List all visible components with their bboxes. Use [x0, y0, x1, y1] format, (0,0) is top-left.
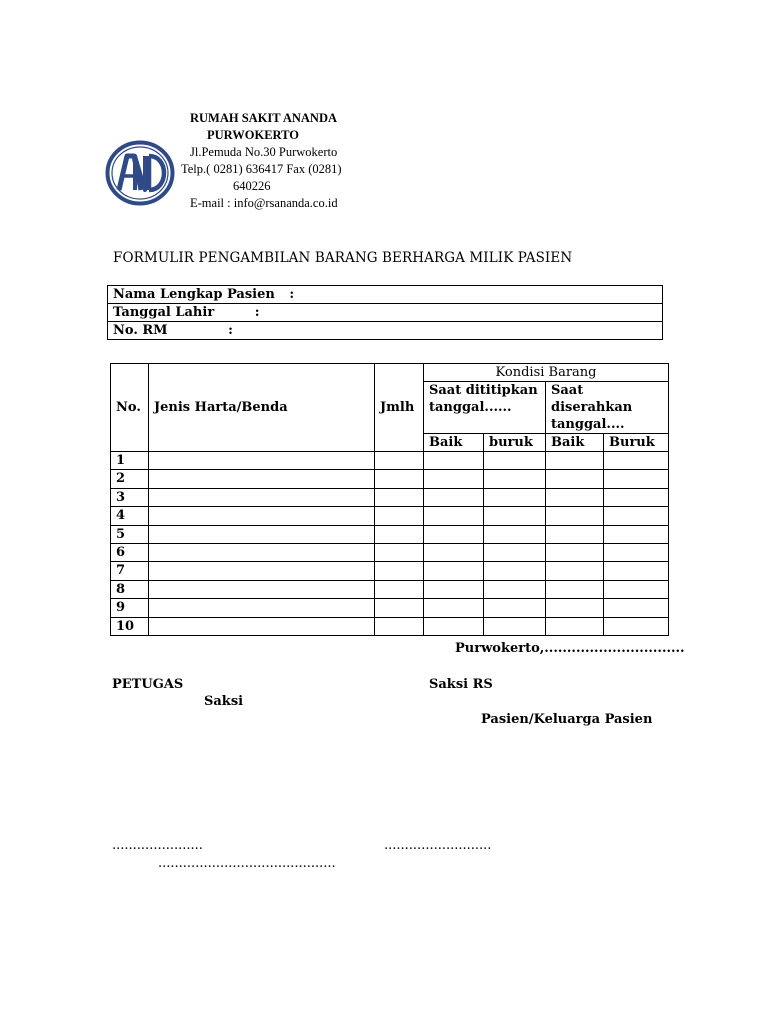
bad-returned-cell[interactable]	[604, 617, 669, 635]
item-cell[interactable]	[149, 562, 375, 580]
good-returned-cell[interactable]	[546, 599, 604, 617]
header-good-returned: Baik	[546, 434, 604, 452]
bad-deposited-cell[interactable]	[484, 507, 546, 525]
header-returned-line2: tanggal....	[551, 417, 625, 432]
item-cell[interactable]	[149, 452, 375, 470]
row-number: 9	[111, 599, 149, 617]
row-number: 8	[111, 580, 149, 598]
qty-cell[interactable]	[375, 580, 424, 598]
officer-label: PETUGAS	[112, 677, 184, 692]
items-table	[110, 363, 669, 636]
header-bad-returned: Buruk	[604, 434, 669, 452]
header-returned	[546, 382, 669, 434]
colon: :	[228, 322, 233, 338]
row-number: 10	[111, 617, 149, 635]
bad-deposited-cell[interactable]	[484, 543, 546, 561]
patient-rm-label: No. RM	[113, 322, 168, 338]
item-cell[interactable]	[149, 488, 375, 506]
hospital-witness-signature-line[interactable]: ..........................	[384, 838, 492, 853]
row-number: 6	[111, 543, 149, 561]
good-returned-cell[interactable]	[546, 617, 604, 635]
bad-deposited-cell[interactable]	[484, 599, 546, 617]
table-header-row	[111, 364, 669, 382]
witness-signature-line[interactable]: ...........................................	[158, 856, 336, 871]
qty-cell[interactable]	[375, 525, 424, 543]
witness-label: Saksi	[204, 694, 244, 709]
hospital-fax: 640226	[233, 179, 271, 193]
good-returned-cell[interactable]	[546, 562, 604, 580]
bad-returned-cell[interactable]	[604, 562, 669, 580]
bad-deposited-cell[interactable]	[484, 562, 546, 580]
bad-deposited-cell[interactable]	[484, 488, 546, 506]
patient-name-label: Nama Lengkap Pasien	[113, 286, 275, 302]
table-row	[111, 452, 669, 470]
header-deposited	[424, 382, 546, 434]
qty-cell[interactable]	[375, 599, 424, 617]
item-rows	[111, 452, 669, 636]
header-no: No.	[111, 364, 149, 452]
header-returned-line1: Saat diserahkan	[551, 383, 633, 415]
header-condition: Kondisi Barang	[424, 364, 669, 382]
bad-returned-cell[interactable]	[604, 470, 669, 488]
hospital-witness-label: Saksi RS	[429, 677, 493, 692]
table-row	[111, 543, 669, 561]
qty-cell[interactable]	[375, 617, 424, 635]
colon: :	[254, 304, 260, 320]
bad-returned-cell[interactable]	[604, 580, 669, 598]
header-deposited-line2: tanggal......	[429, 400, 512, 415]
good-deposited-cell[interactable]	[424, 452, 484, 470]
qty-cell[interactable]	[375, 452, 424, 470]
qty-cell[interactable]	[375, 470, 424, 488]
bad-returned-cell[interactable]	[604, 452, 669, 470]
bad-returned-cell[interactable]	[604, 525, 669, 543]
bad-deposited-cell[interactable]	[484, 617, 546, 635]
header-good-deposited: Baik	[424, 434, 484, 452]
item-cell[interactable]	[149, 470, 375, 488]
hospital-logo	[105, 140, 175, 206]
table-row	[111, 562, 669, 580]
bad-returned-cell[interactable]	[604, 543, 669, 561]
bad-deposited-cell[interactable]	[484, 470, 546, 488]
header-deposited-line1: Saat dititipkan	[429, 383, 538, 398]
bad-deposited-cell[interactable]	[484, 580, 546, 598]
table-row	[111, 580, 669, 598]
good-returned-cell[interactable]	[546, 470, 604, 488]
patient-name-row	[108, 286, 663, 304]
table-row	[111, 599, 669, 617]
table-row	[111, 617, 669, 635]
good-deposited-cell[interactable]	[424, 470, 484, 488]
colon: :	[289, 286, 295, 302]
row-number: 2	[111, 470, 149, 488]
row-number: 3	[111, 488, 149, 506]
hospital-address: Jl.Pemuda No.30 Purwokerto	[190, 145, 338, 159]
bad-returned-cell[interactable]	[604, 507, 669, 525]
item-cell[interactable]	[149, 599, 375, 617]
row-number: 7	[111, 562, 149, 580]
item-cell[interactable]	[149, 617, 375, 635]
qty-cell[interactable]	[375, 507, 424, 525]
header-item: Jenis Harta/Benda	[149, 364, 375, 452]
bad-returned-cell[interactable]	[604, 488, 669, 506]
patient-dob-row	[108, 304, 663, 322]
good-returned-cell[interactable]	[546, 525, 604, 543]
qty-cell[interactable]	[375, 543, 424, 561]
patient-rm-row	[108, 322, 663, 340]
good-deposited-cell[interactable]	[424, 507, 484, 525]
table-row	[111, 488, 669, 506]
patient-info-box	[107, 285, 663, 340]
good-deposited-cell[interactable]	[424, 617, 484, 635]
bad-returned-cell[interactable]	[604, 599, 669, 617]
bad-deposited-cell[interactable]	[484, 452, 546, 470]
item-cell[interactable]	[149, 507, 375, 525]
good-returned-cell[interactable]	[546, 452, 604, 470]
good-deposited-cell[interactable]	[424, 543, 484, 561]
good-returned-cell[interactable]	[546, 543, 604, 561]
patient-family-label: Pasien/Keluarga Pasien	[481, 712, 653, 727]
patient-rm-field[interactable]	[108, 322, 663, 340]
table-row	[111, 470, 669, 488]
good-deposited-cell[interactable]	[424, 562, 484, 580]
item-cell[interactable]	[149, 580, 375, 598]
table-row	[111, 525, 669, 543]
row-number: 4	[111, 507, 149, 525]
patient-name-field[interactable]	[108, 286, 663, 304]
item-cell[interactable]	[149, 525, 375, 543]
officer-signature-line[interactable]: ......................	[112, 838, 203, 853]
hospital-city: PURWOKERTO	[207, 128, 299, 142]
patient-dob-label: Tanggal Lahir	[113, 304, 215, 320]
row-number: 5	[111, 525, 149, 543]
qty-cell[interactable]	[375, 562, 424, 580]
good-returned-cell[interactable]	[546, 580, 604, 598]
table-row	[111, 507, 669, 525]
hospital-email: E-mail : info@rsananda.co.id	[190, 196, 338, 210]
header-qty: Jmlh	[375, 364, 424, 452]
qty-cell[interactable]	[375, 488, 424, 506]
place-date: Purwokerto,...............................	[455, 641, 685, 656]
good-returned-cell[interactable]	[546, 507, 604, 525]
good-deposited-cell[interactable]	[424, 599, 484, 617]
form-title: FORMULIR PENGAMBILAN BARANG BERHARGA MILIK PASIEN	[113, 250, 573, 266]
item-cell[interactable]	[149, 543, 375, 561]
good-deposited-cell[interactable]	[424, 580, 484, 598]
patient-dob-field[interactable]	[108, 304, 663, 322]
good-deposited-cell[interactable]	[424, 488, 484, 506]
bad-deposited-cell[interactable]	[484, 525, 546, 543]
hospital-phone: Telp.( 0281) 636417 Fax (0281)	[181, 162, 342, 176]
good-returned-cell[interactable]	[546, 488, 604, 506]
good-deposited-cell[interactable]	[424, 525, 484, 543]
hospital-name: RUMAH SAKIT ANANDA	[190, 111, 338, 125]
header-bad-deposited: buruk	[484, 434, 546, 452]
row-number: 1	[111, 452, 149, 470]
